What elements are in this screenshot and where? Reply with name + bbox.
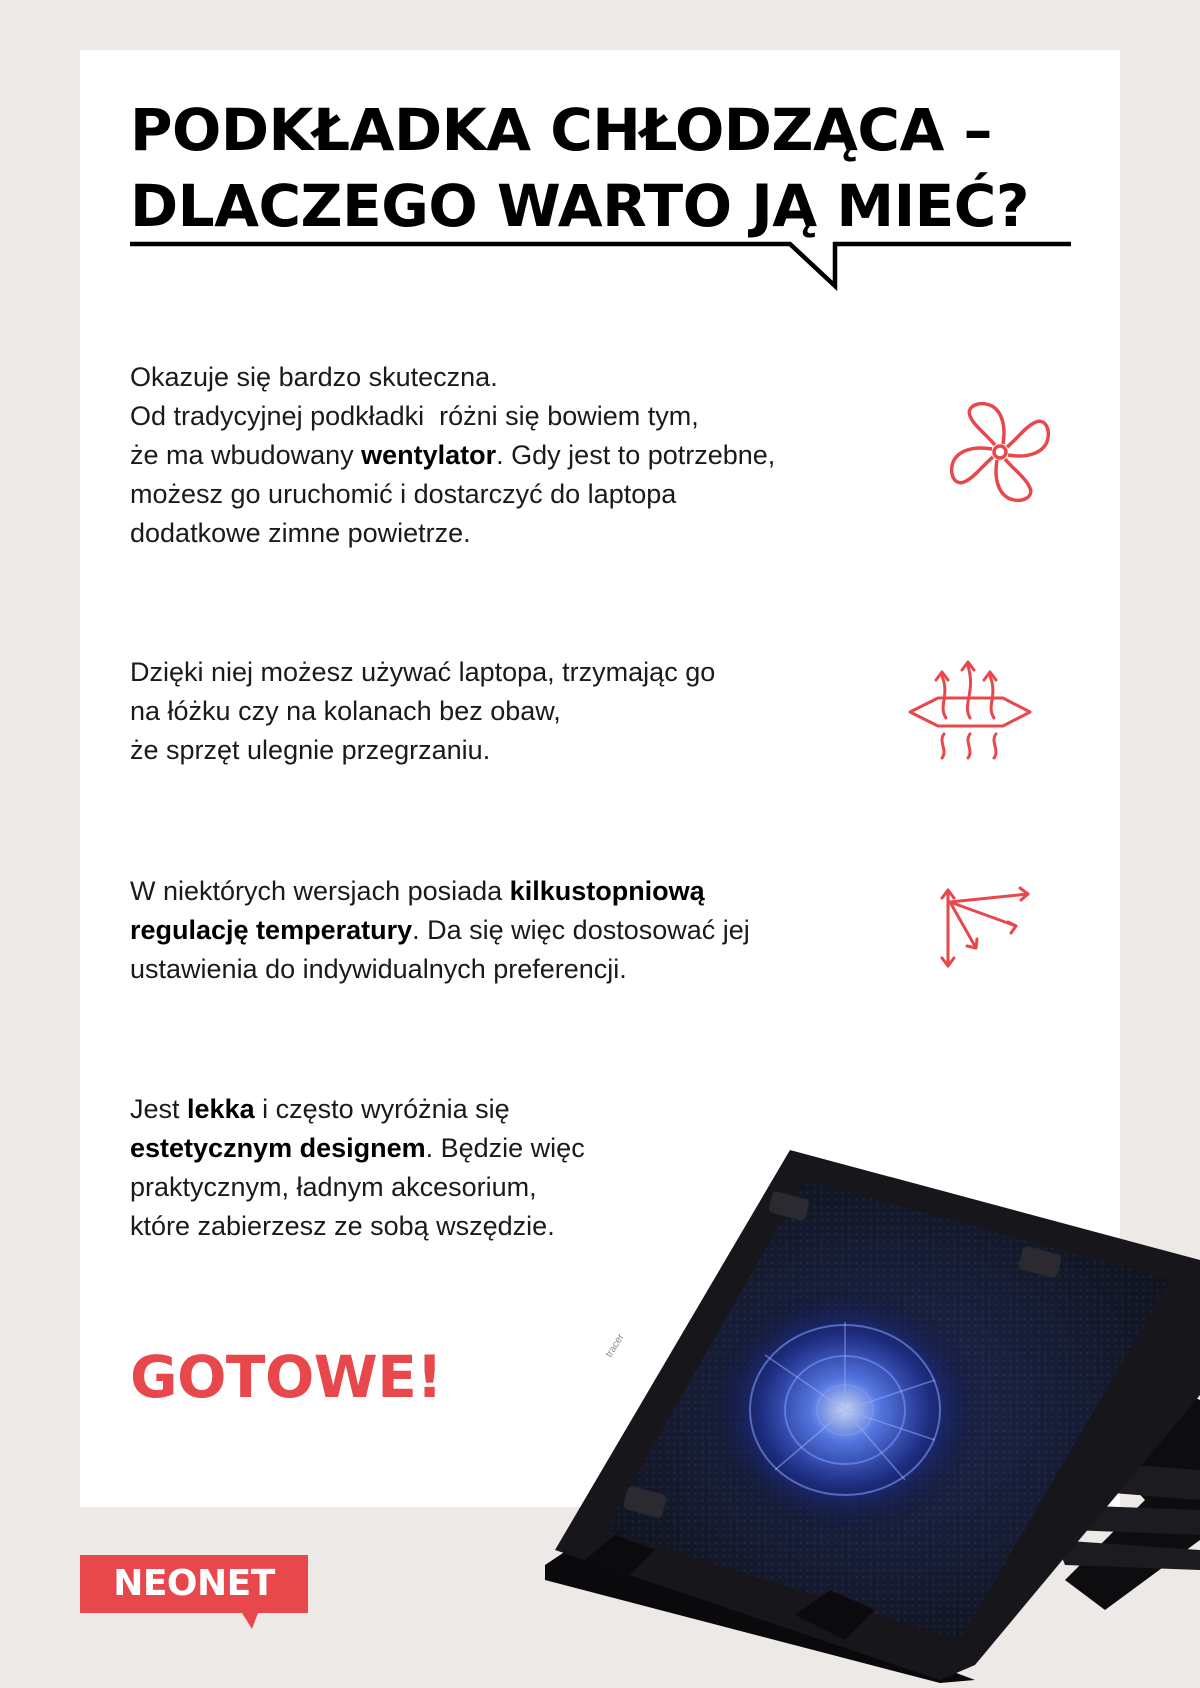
fan-icon [950, 402, 1050, 502]
gotowe-heading: GOTOWE! [130, 1343, 443, 1411]
product-brand: tracer [603, 1332, 627, 1360]
heat-paragraph: Dzięki niej możesz używać laptopa, trzymając go na łóżku czy na kolanach bez obaw, że sprzęt ulegnie przegrzaniu. [130, 657, 716, 765]
title-line-2: DLACZEGO WARTO JĄ MIEĆ? [130, 172, 1029, 240]
design-paragraph: Jest lekka i często wyróżnia się estetycznym designem. Będzie więc praktycznym, ładnym akcesorium, które zabierzesz ze sobą wszędzie. [130, 1094, 585, 1241]
logo-text: NEONET [113, 1563, 275, 1604]
speech-bubble-underline [130, 230, 1075, 297]
fan-paragraph: Okazuje się bardzo skuteczna. Od tradycyjnej podkładki różni się bowiem tym, że ma wbudowany wentylator. Gdy jest to potrzebne, możesz go uruchomić i dostarczyć do laptopa dodatkowe zimne powietrze. [130, 362, 776, 548]
neonet-logo [80, 1555, 310, 1635]
highlight-regulacja: regulację temperatury [130, 915, 413, 945]
highlight-estetycznym: estetycznym designem [130, 1133, 426, 1163]
temperature-paragraph: W niektórych wersjach posiada kilkustopniową regulację temperatury. Da się więc dostosować jej ustawienia do indywidualnych preferencji. [130, 876, 750, 984]
heat-airflow-icon [908, 658, 1033, 763]
cooling-pad-image [545, 1140, 1200, 1688]
multi-direction-arrows-icon [940, 880, 1036, 976]
title-line-1: PODKŁADKA CHŁODZĄCA – [130, 96, 993, 164]
highlight-kilkustopniowa: kilkustopniową [509, 876, 705, 906]
highlight-wentylator: wentylator [361, 440, 497, 470]
page-title [130, 92, 1090, 244]
highlight-lekka: lekka [187, 1094, 255, 1124]
